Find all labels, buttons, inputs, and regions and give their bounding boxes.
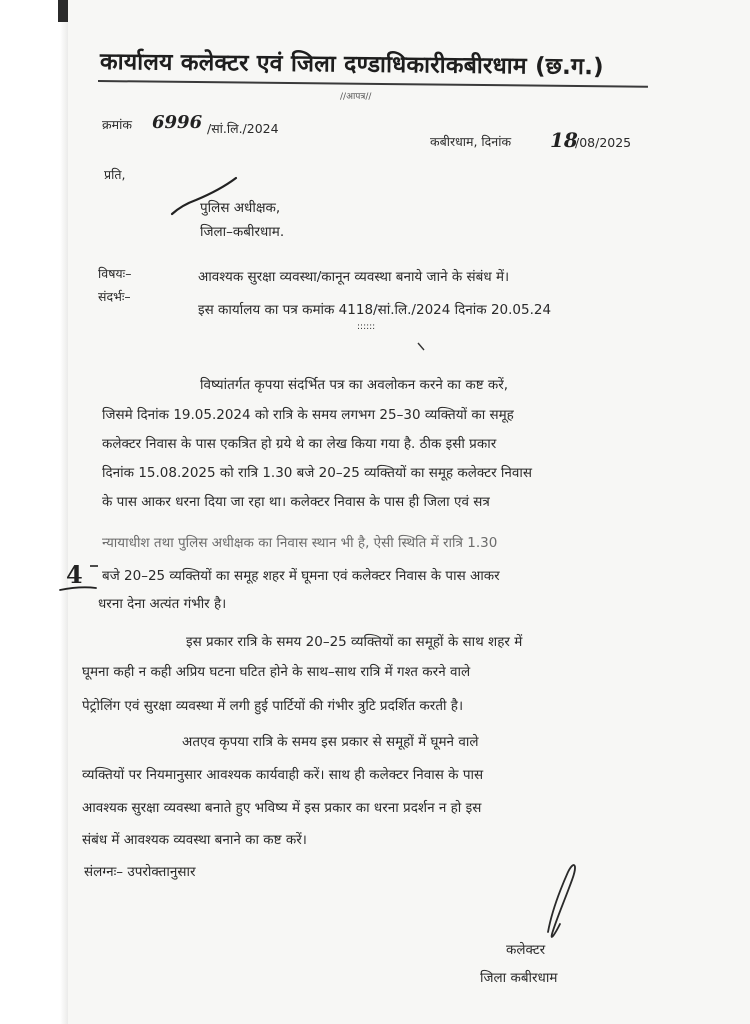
office-subtitle: //आपत्र//: [340, 92, 372, 102]
sandarbh-text: इस कार्यालय का पत्र कमांक 4118/सां.लि./2024 दिनांक 20.05.24: [198, 302, 552, 318]
tick-mark: [172, 178, 236, 214]
signatory-title: कलेक्टर: [506, 942, 546, 958]
p1-line: धरना देना अत्यंत गंभीर है।: [98, 596, 227, 612]
sandarbh-label: संदर्भः–: [98, 289, 131, 304]
prati-label: प्रति,: [104, 167, 126, 182]
office-title: कार्यालय कलेक्टर एवं जिला दण्डाधिकारीकबीरधाम (छ.ग.): [99, 49, 604, 81]
p3-line: अतएव कृपया रात्रि के समय इस प्रकार से समूहों में घूमने वाले: [182, 734, 479, 750]
signatory-district: जिला कबीरधाम: [480, 970, 558, 986]
place-date-label: कबीरधाम, दिनांक: [430, 134, 512, 149]
p1-line: बजे 20–25 व्यक्तियों का समूह शहर में घूमना एवं कलेक्टर निवास के पास आकर: [102, 568, 500, 584]
small-mark: [418, 343, 424, 350]
p1-line: दिनांक 15.08.2025 को रात्रि 1.30 बजे 20–25 व्यक्तियों का समूह कलेक्टर निवास: [102, 465, 532, 481]
vishay-label: विषयः–: [98, 266, 132, 281]
margin-underline: [60, 587, 96, 590]
p1-line: विष्यांतर्गत कृपया संदर्भित पत्र का अवलोकन करने का कष्ट करें,: [200, 377, 509, 393]
p1-line: जिसमे दिनांक 19.05.2024 को रात्रि के समय लगभग 25–30 व्यक्तियों का समूह: [102, 407, 514, 423]
signature: [548, 865, 575, 937]
p1-line: के पास आकर धरना दिया जा रहा था। कलेक्टर निवास के पास ही जिला एवं सत्र: [102, 494, 490, 510]
p2-line: पेट्रोलिंग एवं सुरक्षा व्यवस्था में लगी हुई पार्टियों की गंभीर त्रुटि प्रदर्शित करती है।: [82, 698, 464, 714]
vishay-text: आवश्यक सुरक्षा व्यवस्था/कानून व्यवस्था बनाये जाने के संबंध में।: [198, 269, 510, 285]
ref-suffix: /सां.लि./2024: [207, 121, 279, 136]
recipient-line1: पुलिस अधीक्षक,: [200, 200, 281, 216]
date-rest: /08/2025: [575, 135, 632, 150]
recipient-line2: जिला–कबीरधाम.: [200, 224, 285, 240]
p3-line: व्यक्तियों पर नियमानुसार आवश्यक कार्यवाही करें। साथ ही कलेक्टर निवास के पास: [82, 767, 484, 783]
separator: ::::::: [357, 322, 376, 332]
p2-line: इस प्रकार रात्रि के समय 20–25 व्यक्तियों का समूहों के साथ शहर में: [186, 634, 523, 650]
date-day: 18: [550, 128, 578, 152]
margin-note: 4: [66, 560, 83, 589]
ref-label: क्रमांक: [102, 117, 132, 132]
p3-line: आवश्यक सुरक्षा व्यवस्था बनाते हुए भविष्य में इस प्रकार का धरना प्रदर्शन न हो इस: [82, 800, 482, 816]
p1-line: न्यायाधीश तथा पुलिस अधीक्षक का निवास स्थान भी है, ऐसी स्थिति में रात्रि 1.30: [102, 535, 498, 551]
ref-number: 6996: [152, 112, 203, 133]
enclosure: संलग्नः– उपरोक्तानुसार: [84, 864, 196, 880]
p1-line: कलेक्टर निवास के पास एकत्रित हो ग्रये थे का लेख किया गया है. ठीक इसी प्रकार: [102, 436, 497, 452]
p3-line: संबंध में आवश्यक व्यवस्था बनाने का कष्ट करें।: [82, 832, 307, 848]
p2-line: घूमना कही न कही अप्रिय घटना घटित होने के साथ–साथ रात्रि में गश्त करने वाले: [82, 664, 471, 680]
